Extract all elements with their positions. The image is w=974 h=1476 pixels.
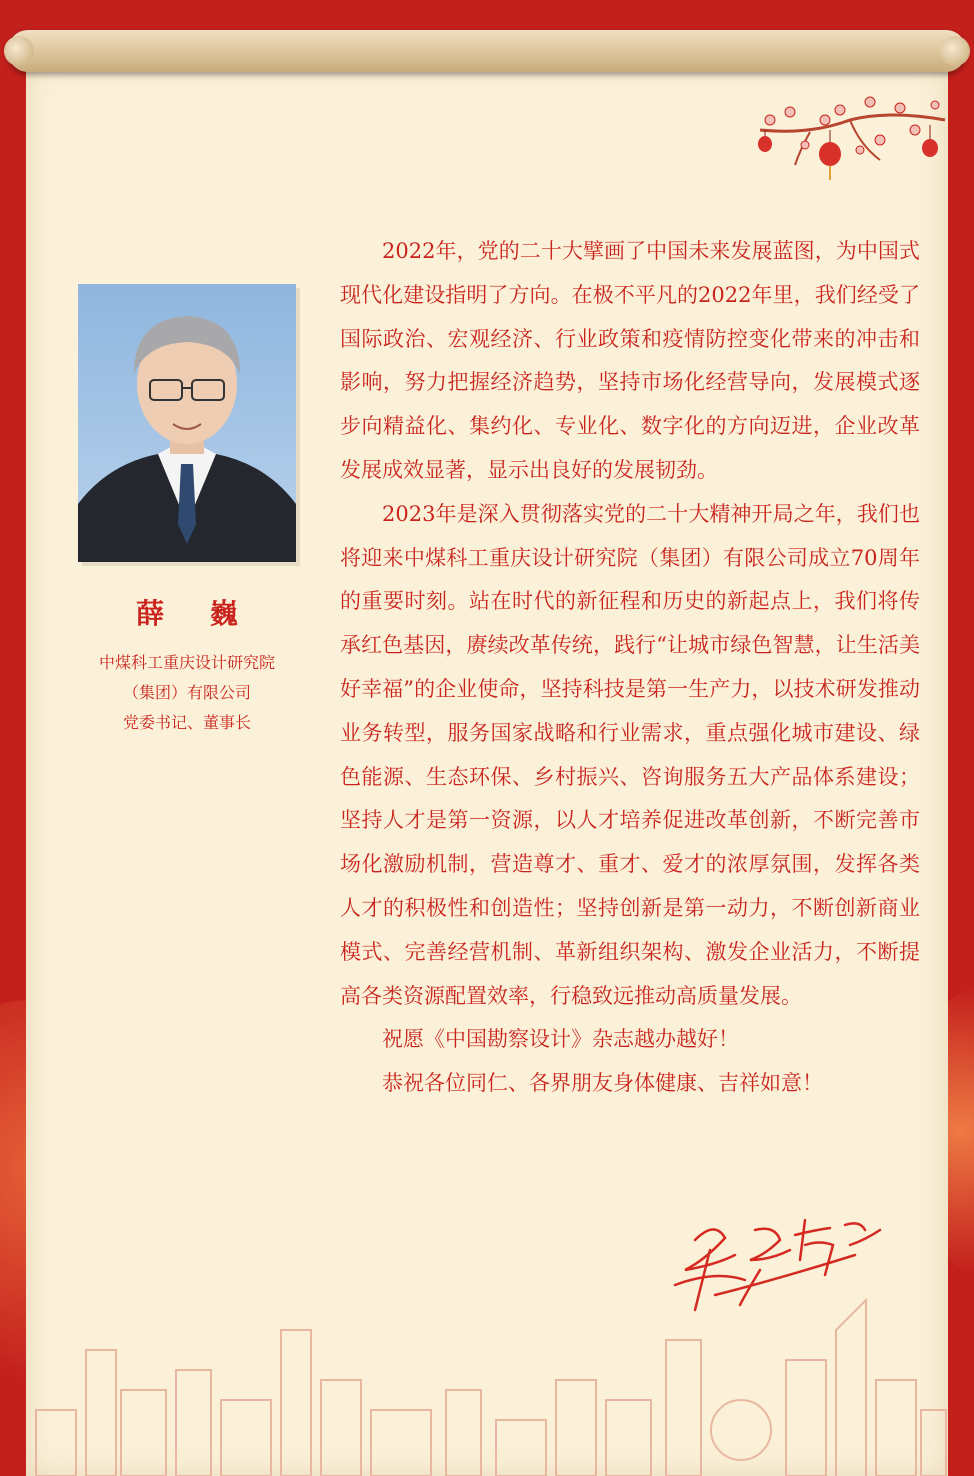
position-line: 党委书记、董事长 — [122, 713, 251, 732]
paragraph-1: 2022年，党的二十大擘画了中国未来发展蓝图，为中国式现代化建设指明了方向。在极不平凡的2022年里，我们经受了国际政治、宏观经济、行业政策和疫情防控变化带来的冲击和影响，努力把握经济趋势，坚持市场化经营导向，发展模式逐步向精益化、集约化、专业化、数字化的方向迈进，企业改革发展成效显著，显示出良好的发展韧劲。 — [340, 239, 920, 482]
org-line: 中煤科工重庆设计研究院 — [98, 653, 275, 672]
org-line: （集团）有限公司 — [122, 683, 251, 702]
scroll-rod — [8, 30, 966, 72]
plum-blossom-lantern-decoration — [750, 90, 950, 190]
wish-line-1: 祝愿《中国勘察设计》杂志越办越好！ — [382, 1027, 739, 1052]
city-skyline-decoration — [26, 1290, 948, 1476]
wish-line-2: 恭祝各位同仁、各界朋友身体健康、吉祥如意！ — [382, 1071, 823, 1096]
scroll-cap-right — [940, 36, 970, 66]
scroll-cap-left — [4, 36, 34, 66]
portrait-photo — [78, 284, 296, 562]
portrait-illustration — [78, 284, 296, 562]
person-name: 薛 巍 — [136, 597, 256, 630]
person-title — [40, 648, 334, 738]
paragraph-2: 2023年是深入贯彻落实党的二十大精神开局之年，我们也将迎来中煤科工重庆设计研究院（集团）有限公司成立70周年的重要时刻。站在时代的新征程和历史的新起点上，我们将传承红色基因，赓续改革传统，践行“让城市绿色智慧，让生活美好幸福”的企业使命，坚持科技是第一生产力，以技术研发推动业务转型，服务国家战略和行业需求，重点强化城市建设、绿色能源、生态环保、乡村振兴、咨询服务五大产品体系建设；坚持人才是第一资源，以人才培养促进改革创新，不断完善市场化激励机制，营造尊才、重才、爱才的浓厚氛围，发挥各类人才的积极性和创造性；坚持创新是第一动力，不断创新商业模式、完善经营机制、革新组织架构、激发企业活力，不断提高各类资源配置效率，行稳致远推动高质量发展。 — [340, 501, 920, 1008]
letter-body — [340, 230, 920, 1106]
